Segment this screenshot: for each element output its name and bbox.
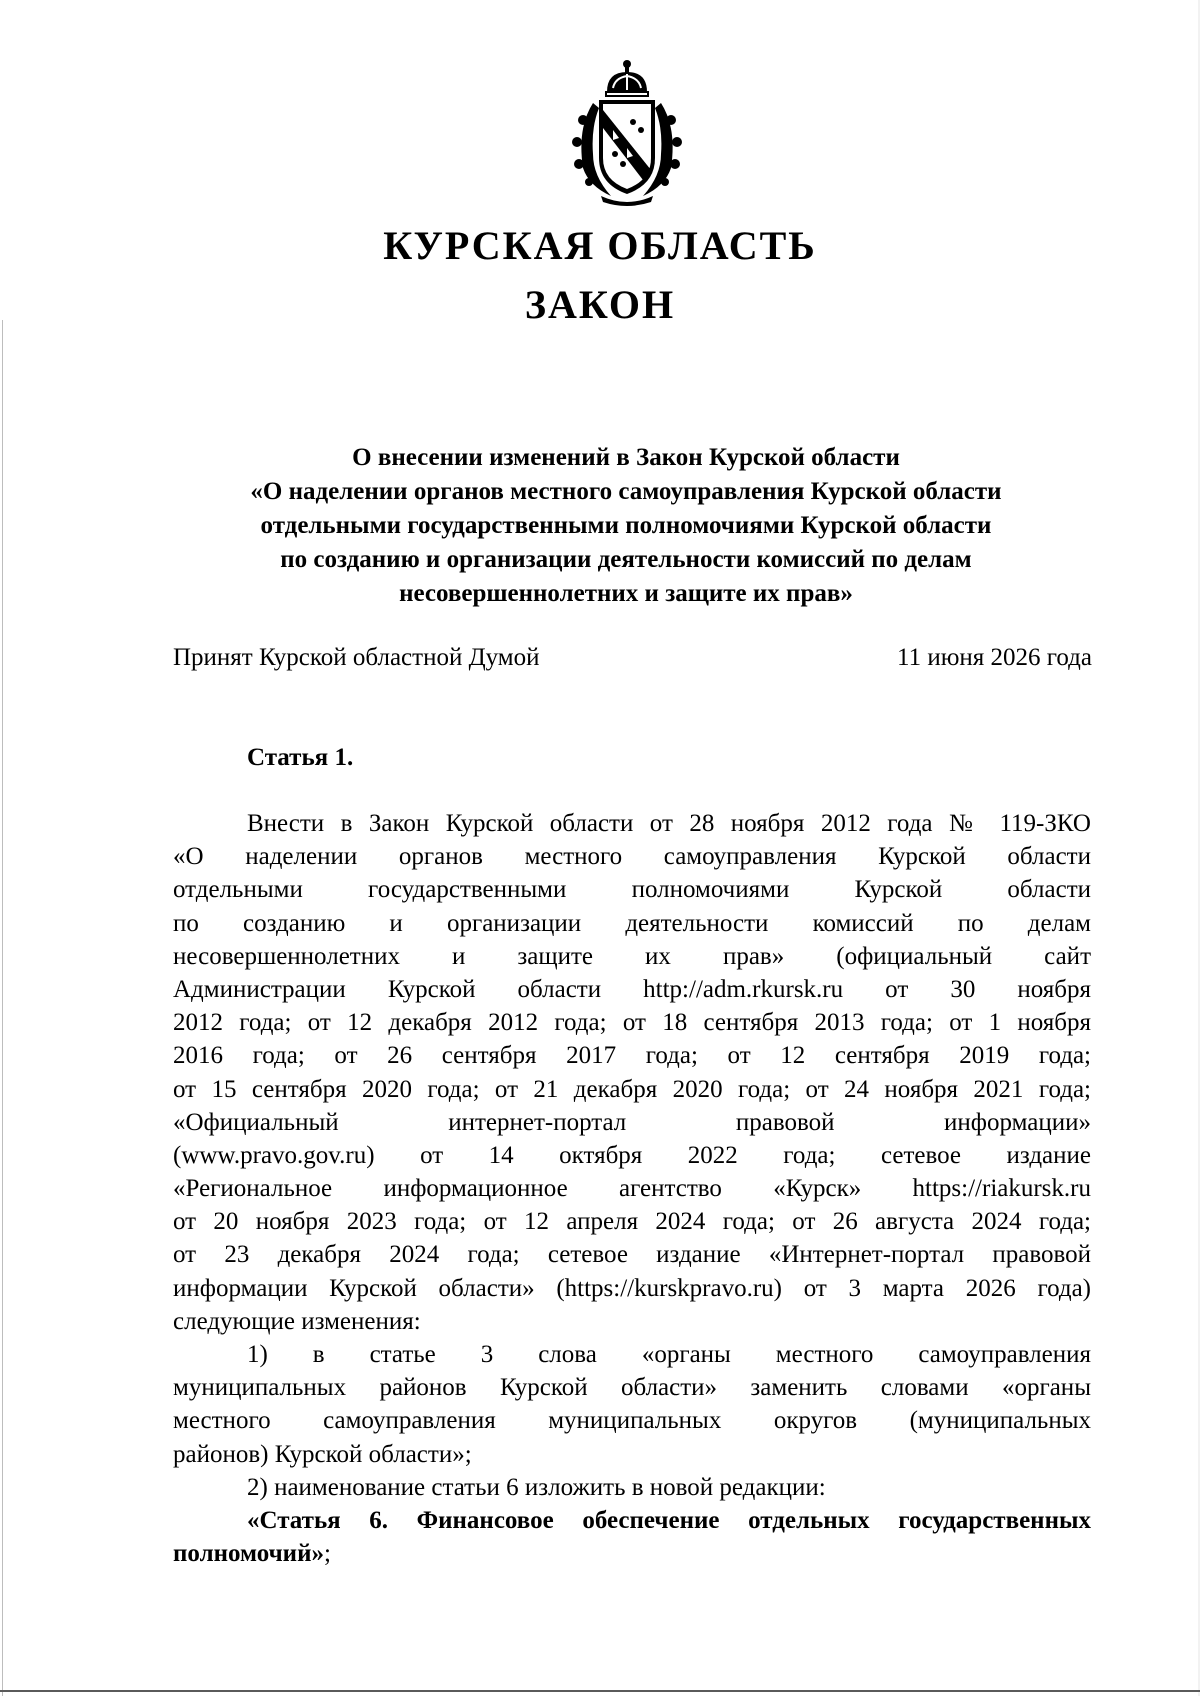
body-line: «Официальный интернет-портал правовой информации» (173, 1108, 1091, 1136)
shield-icon (599, 100, 655, 194)
new-article-title: «Статья 6. Финансовое обеспечение отдельных государственных (247, 1506, 1091, 1534)
body-line: муниципальных районов Курской области» заменить словами «органы (173, 1374, 1091, 1402)
body-line: Администрации Курской области http://adm.rkursk.ru от 30 ноября (173, 975, 1091, 1003)
title-line: по созданию и организации деятельности комиссий по делам (280, 546, 972, 573)
ribbon-icon (601, 196, 653, 206)
title-line: «О наделении органов местного самоуправления Курской области (250, 478, 1002, 505)
scan-edge (2, 320, 3, 1696)
body-line: «Региональное информационное агентство «Курск» https://riakursk.ru (173, 1175, 1091, 1203)
law-title (160, 441, 1092, 611)
document-type-heading: ЗАКОН (524, 282, 676, 327)
body-line: (www.pravo.gov.ru) от 14 октября 2022 года; сетевое издание (173, 1141, 1091, 1169)
body-line: от 20 ноября 2023 года; от 12 апреля 2024 года; от 26 августа 2024 года; (173, 1208, 1091, 1236)
adoption-date: 11 июня 2026 года (897, 644, 1092, 671)
body-line: Внести в Закон Курской области от 28 ноября 2012 года № 119-ЗКО (247, 810, 1091, 837)
body-line: по созданию и организации деятельности комиссий по делам (173, 909, 1091, 937)
article-heading: Статья 1. (247, 744, 354, 771)
crown-icon (605, 60, 649, 97)
new-article-title-end: полномочий» (173, 1540, 324, 1568)
body-line: районов) Курской области»; (173, 1440, 472, 1468)
body-line: отдельными государственными полномочиями Курской области (173, 876, 1091, 904)
title-line: отдельными государственными полномочиями Курской области (260, 512, 992, 539)
body-line: несовершеннолетних и защите их прав» (официальный сайт (173, 942, 1091, 970)
title-line: О внесении изменений в Закон Курской области (352, 444, 900, 471)
body-line: «О наделении органов местного самоуправления Курской области (173, 843, 1091, 871)
page-bottom-edge (0, 1690, 1200, 1692)
body-line: следующие изменения: (173, 1307, 421, 1335)
article-body (173, 807, 1091, 1570)
body-line: информации Курской области» (https://kurskpravo.ru) от 3 марта 2026 года) (173, 1274, 1091, 1302)
body-line: местного самоуправления муниципальных округов (муниципальных (173, 1407, 1091, 1435)
body-line: 2012 года; от 12 декабря 2012 года; от 18 сентября 2013 года; от 1 ноября (173, 1009, 1091, 1037)
title-line: несовершеннолетних и защите их прав» (399, 580, 853, 607)
body-line: 2016 года; от 26 сентября 2017 года; от 12 сентября 2019 года; (173, 1042, 1091, 1070)
region-heading: КУРСКАЯ ОБЛАСТЬ (383, 223, 817, 268)
adoption-info (173, 641, 1092, 675)
coat-of-arms-icon (563, 58, 691, 208)
amendment-item-1: 1) в статье 3 слова «органы местного самоуправления (247, 1341, 1091, 1368)
body-line: полномочий»; (173, 1540, 331, 1568)
amendment-item-2: 2) наименование статьи 6 изложить в новой редакции: (247, 1473, 826, 1501)
adopted-by: Принят Курской областной Думой (173, 644, 540, 671)
body-line: от 15 сентября 2020 года; от 21 декабря 2020 года; от 24 ноября 2021 года; (173, 1075, 1091, 1103)
body-line: от 23 декабря 2024 года; сетевое издание «Интернет-портал правовой (173, 1241, 1091, 1269)
